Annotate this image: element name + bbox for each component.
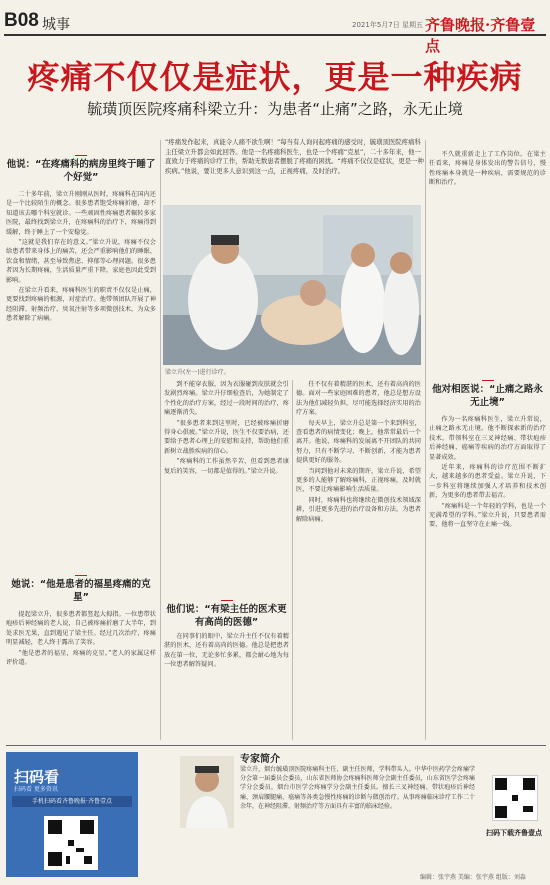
column-3: [296, 380, 421, 740]
subtitle-2: [6, 575, 156, 604]
subtitle-2-text: 她说：“他是患者的福星疼痛的克星”: [11, 579, 151, 603]
article-lead: “疼痛发作起来，真能令人痛不欲生啊！”每当有人询问起疼痛的感受时，毓璜顶医院疼痛科主任梁立升都会如此回答。他是一名疼痛科医生，也是一个疼痛“克星”，二十多年来，他一直致力于疼痛的诊疗工作，帮助无数患者摆脱了疼痛的困扰。“疼痛不仅仅是症状，更是一种疾病。”他说，要让更多人意识到这一点，正视疼痛，及时治疗。: [165, 138, 424, 175]
paragraph: 作为一名疼痛科医生，梁立升常说，止痛之路永无止境。他不断探索新的治疗技术，带领科室在三叉神经痛、带状疱疹后神经痛、癌痛等疾病的治疗方面取得了显著成效。: [429, 416, 546, 461]
paragraph: 不久就重新走上了工作岗位。在梁主任看来，疼痛是身体发出的警告信号，慢性疼痛本身就是一种疾病，需要规范的诊断和治疗。: [429, 151, 546, 187]
subtitle-1-text: 他说：“在疼痛科的病房里终于睡了个好觉”: [6, 159, 156, 183]
paragraph: 在梁立升看来，疼痛科医生的职责不仅仅是止痛，更要找到疼痛的根源，对症治疗。他带领团队开展了神经阻滞、射频治疗、臭氧注射等多项微创技术，为众多患者解除了病痛。: [6, 287, 156, 323]
brand-logo: 齐鲁晚报·齐鲁壹点: [425, 16, 536, 55]
app-ad-banner[interactable]: [6, 752, 138, 877]
subheadline: 毓璜顶医院疼痛科梁立升：为患者“止痛”之路，永无止境: [87, 100, 463, 118]
paragraph: 当问到他对未来的期许，梁立升说，希望更多的人能够了解疼痛科，正视疼痛，及时就医，不要让疼痛影响生活质量。: [296, 467, 421, 494]
section-name: 城事: [42, 17, 70, 33]
paragraph: 任不仅有着精湛的医术，还有着高尚的医德。面对一些家庭困难的患者，他总是想方设法为他们减轻负担，尽可能选择经济实用的治疗方案。: [296, 381, 421, 417]
header-rule: [4, 34, 546, 36]
page-header: [0, 0, 550, 55]
column-4-bottom: [429, 415, 546, 740]
issue-date: 2021年5月7日 星期五: [352, 21, 423, 29]
column-2-top: [164, 380, 289, 580]
subtitle-3: [164, 600, 289, 629]
qr-code-icon[interactable]: [492, 775, 538, 821]
column-divider: [292, 380, 293, 740]
paragraph: “疼痛科是一个年轻的学科，也是一个充满希望的学科。”梁立升说，只要患者需要，他将一直坚守在止痛一线。: [429, 502, 546, 529]
ad-bar: [12, 796, 132, 807]
paragraph: 在同事们的眼中，梁立升主任不仅有着精湛的医术，还有着高尚的医德。他总是把患者放在第一位，无论多忙多累，都会耐心地为每一位患者解答疑问。: [164, 633, 289, 669]
paragraph: 到不能穿衣服，因为衣服碰到皮肤就会引发剧烈疼痛。梁立升仔细检查后，为她制定了个性化的治疗方案，经过一段时间的治疗，疼痛逐渐消失。: [164, 381, 289, 417]
ad-subtitle: 扫码看 更多资讯: [14, 786, 58, 793]
paragraph: 提起梁立升，很多患者都竖起大拇指。一位患带状疱疹后神经痛的老人说，自己被疼痛折磨了大半年，到处求医无果，直到遇见了梁主任。经过几次治疗，疼痛明显减轻，老人终于露出了笑容。: [6, 611, 156, 647]
paragraph: 每天早上，梁立升总是第一个来到科室，查看患者的病情变化；晚上，他常常最后一个离开。他说，疼痛科的发展离不开团队的共同努力，只有不断学习、不断创新，才能为患者提供更好的服务。: [296, 419, 421, 465]
headline: 疼痛不仅仅是症状，更是一种疾病: [27, 58, 523, 96]
subtitle-4-text: 他对相医说：“止痛之路永无止境”: [432, 384, 543, 408]
column-1-top: [6, 190, 156, 570]
paragraph: “他是患者的福星，疼痛的克星。”老人的家属这样评价道。: [6, 649, 156, 667]
article-photo: [163, 205, 421, 365]
column-4-top: [429, 150, 546, 375]
ad-bar-text: 手机扫码看齐鲁晚报·齐鲁壹点: [32, 798, 112, 805]
section-number: B08: [4, 10, 39, 31]
column-1-bottom: [6, 610, 156, 740]
column-divider: [160, 140, 161, 740]
column-divider: [425, 140, 426, 740]
subtitle-4: [429, 380, 546, 409]
ad-logo: 扫码看: [14, 768, 60, 786]
paragraph: “这就是我们存在的意义。”梁立升说，疼痛不仅会给患者带来身体上的痛苦，还会严重影响他们的睡眠、饮食和情绪，甚至导致焦虑、抑郁等心理问题。很多患者因为长期疼痛，生活质量严重下降，家庭也因此受到影响。: [6, 239, 156, 284]
editor-credits: 编辑：张宇燕 美编：张宇燕 组版：刘淼: [420, 874, 526, 881]
expert-title: 专家简介: [240, 754, 280, 765]
subtitle-1: [6, 155, 156, 184]
photo-caption: 梁立升(左一)进行诊疗。: [165, 369, 230, 376]
paragraph: 同时，疼痛科也将继续在微创技术领域深耕，引进更多先进的治疗设备和方法，为患者解除病痛。: [296, 496, 421, 523]
expert-avatar: [180, 756, 234, 828]
paragraph: 二十多年前，梁立升刚刚从医时，疼痛科在国内还是一个比较陌生的概念。很多患者饱受疼痛折磨，却不知道该去哪个科室就诊。一些顽固性疼痛患者辗转多家医院，最终找到梁立升，在疼痛科的治疗下，疼痛得到缓解，终于睡上了一个安稳觉。: [6, 191, 156, 236]
qr-download-label: 扫码下载齐鲁壹点: [486, 829, 542, 837]
column-2-bottom: [164, 632, 289, 740]
paragraph: “疼痛科的工作虽然辛苦，但看到患者康复后的笑容，一切都是值得的。”梁立升说。: [164, 458, 289, 475]
expert-bio: 梁立升，烟台毓璜顶医院疼痛科主任，副主任医师，学科带头人。中华中医药学会疼痛学分会第一届委员会委员，山东省医师协会疼痛科医师分会副主任委员，山东省医学会疼痛学分会委员，烟台市医学会疼痛学分会副主任委员。擅长三叉神经痛、带状疱疹后神经痛、颈肩腰腿痛、癌痛等各类急慢性疼痛的诊断与微创治疗。从事疼痛临床诊疗工作二十余年，在神经阻滞、射频治疗等方面具有丰富的临床经验。: [240, 766, 475, 810]
paragraph: 近年来，疼痛科的诊疗范围不断扩大，越来越多的患者受益。梁立升说，下一步科室将继续加强人才培养和技术创新，为更多的患者带去福音。: [429, 464, 546, 500]
qr-code-icon[interactable]: [44, 816, 98, 870]
paragraph: “很多患者来到这里时，已经被疼痛折磨得身心俱疲。”梁立升说，医生不仅要治病，还要给予患者心理上的安慰和支持，帮助他们重新树立战胜疾病的信心。: [164, 419, 289, 455]
subtitle-3-text: 他们说：“有梁主任的医术更有高尚的医德”: [166, 604, 287, 628]
